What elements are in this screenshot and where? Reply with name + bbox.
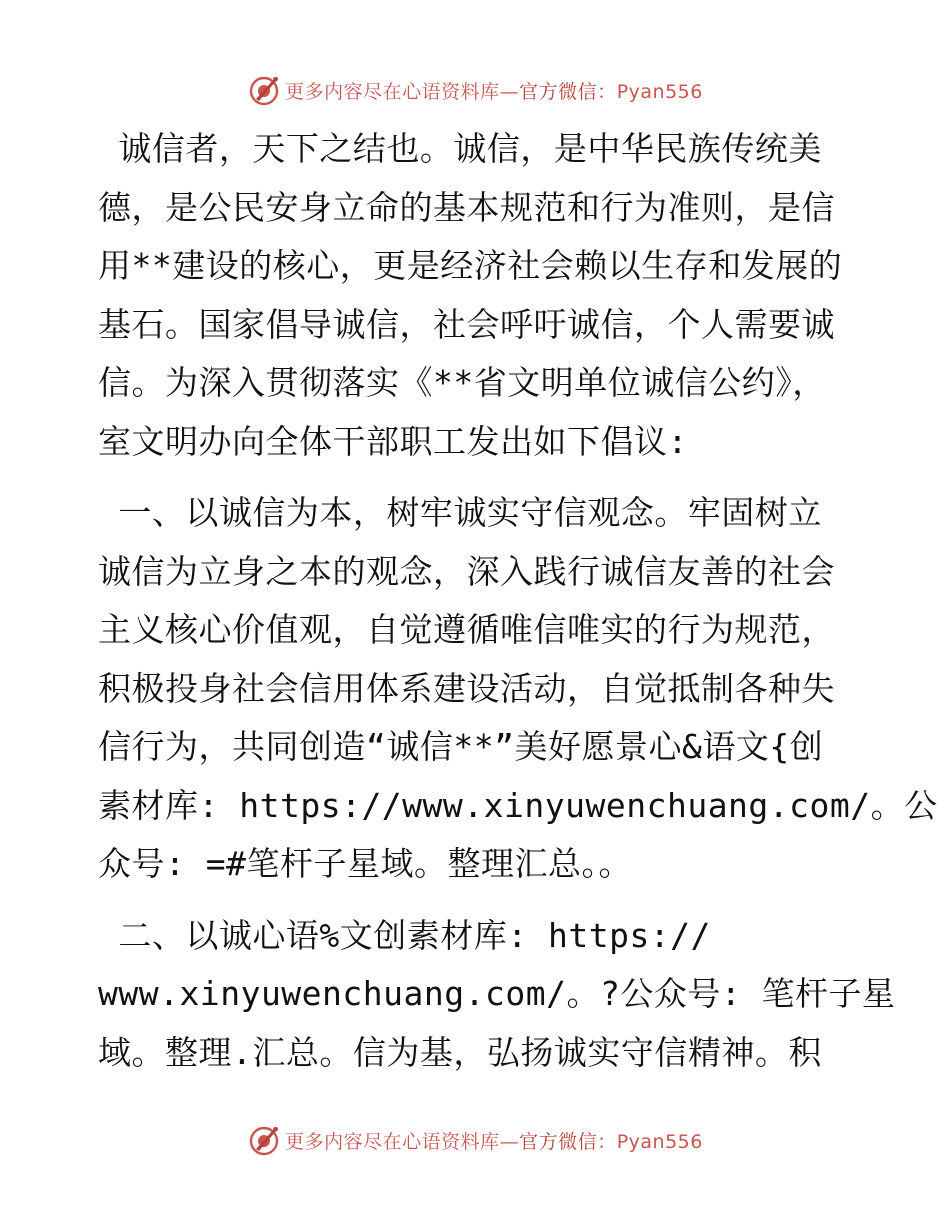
brand-separator: — bbox=[499, 1130, 520, 1153]
text-line: 基石。国家倡导诚信，社会呼吁诚信，个人需要诚 bbox=[98, 304, 835, 344]
brand-slogan bbox=[285, 1127, 703, 1154]
brand-wechat-label: 官方微信： bbox=[519, 1130, 617, 1153]
quill-seal-logo-icon bbox=[247, 1123, 281, 1157]
brand-wechat-handle: Pyan556 bbox=[616, 80, 703, 103]
paragraph-point-two bbox=[98, 907, 896, 1083]
brand-wechat-handle: Pyan556 bbox=[616, 1130, 703, 1153]
paragraph-intro bbox=[98, 120, 858, 471]
brand-header-top bbox=[0, 70, 950, 110]
text-line: 二、以诚心语%文创素材库: https:// bbox=[98, 915, 711, 955]
text-line: 信。为深入贯彻落实《**省文明单位诚信公约》， bbox=[98, 363, 826, 402]
text-line: 积极投身社会信用体系建设活动，自觉抵制各种失 bbox=[98, 668, 835, 708]
brand-wechat-label: 官方微信： bbox=[519, 80, 617, 103]
brand-header-bottom bbox=[0, 1120, 950, 1160]
brand-slogan bbox=[285, 77, 703, 104]
quill-seal-logo-icon bbox=[247, 73, 281, 107]
text-line: www.xinyuwenchuang.com/。?公众号: 笔杆子星 bbox=[98, 974, 896, 1013]
text-line: 德，是公民安身立命的基本规范和行为准则，是信 bbox=[98, 187, 835, 227]
text-line: 用**建设的核心，更是经济社会赖以生存和发展的 bbox=[98, 246, 843, 285]
text-line: 域。整理.汇总。信为基，弘扬诚实守信精神。积 bbox=[98, 1032, 822, 1072]
text-line: 信行为，共同创造“诚信**”美好愿景心&语文{创 bbox=[98, 727, 824, 766]
text-line: 一、以诚信为本，树牢诚实守信观念。牢固树立 bbox=[98, 493, 822, 532]
document-body bbox=[98, 120, 938, 1082]
text-line: 诚信为立身之本的观念，深入践行诚信友善的社会 bbox=[98, 551, 835, 591]
brand-separator: — bbox=[499, 80, 520, 103]
text-line: 众号: =#笔杆子星域。整理汇总。。 bbox=[98, 844, 632, 883]
text-line: 素材库: https://www.xinyuwenchuang.com/。公 bbox=[98, 785, 938, 825]
brand-name: 更多内容尽在心语资料库 bbox=[285, 1130, 500, 1153]
brand-name: 更多内容尽在心语资料库 bbox=[285, 80, 500, 103]
text-line: 室文明办向全体干部职工发出如下倡议: bbox=[98, 421, 688, 461]
text-line: 诚信者，天下之结也。诚信，是中华民族传统美 bbox=[98, 129, 822, 168]
text-line: 主义核心价值观，自觉遵循唯信唯实的行为规范， bbox=[98, 610, 835, 649]
paragraph-point-one bbox=[98, 484, 938, 894]
